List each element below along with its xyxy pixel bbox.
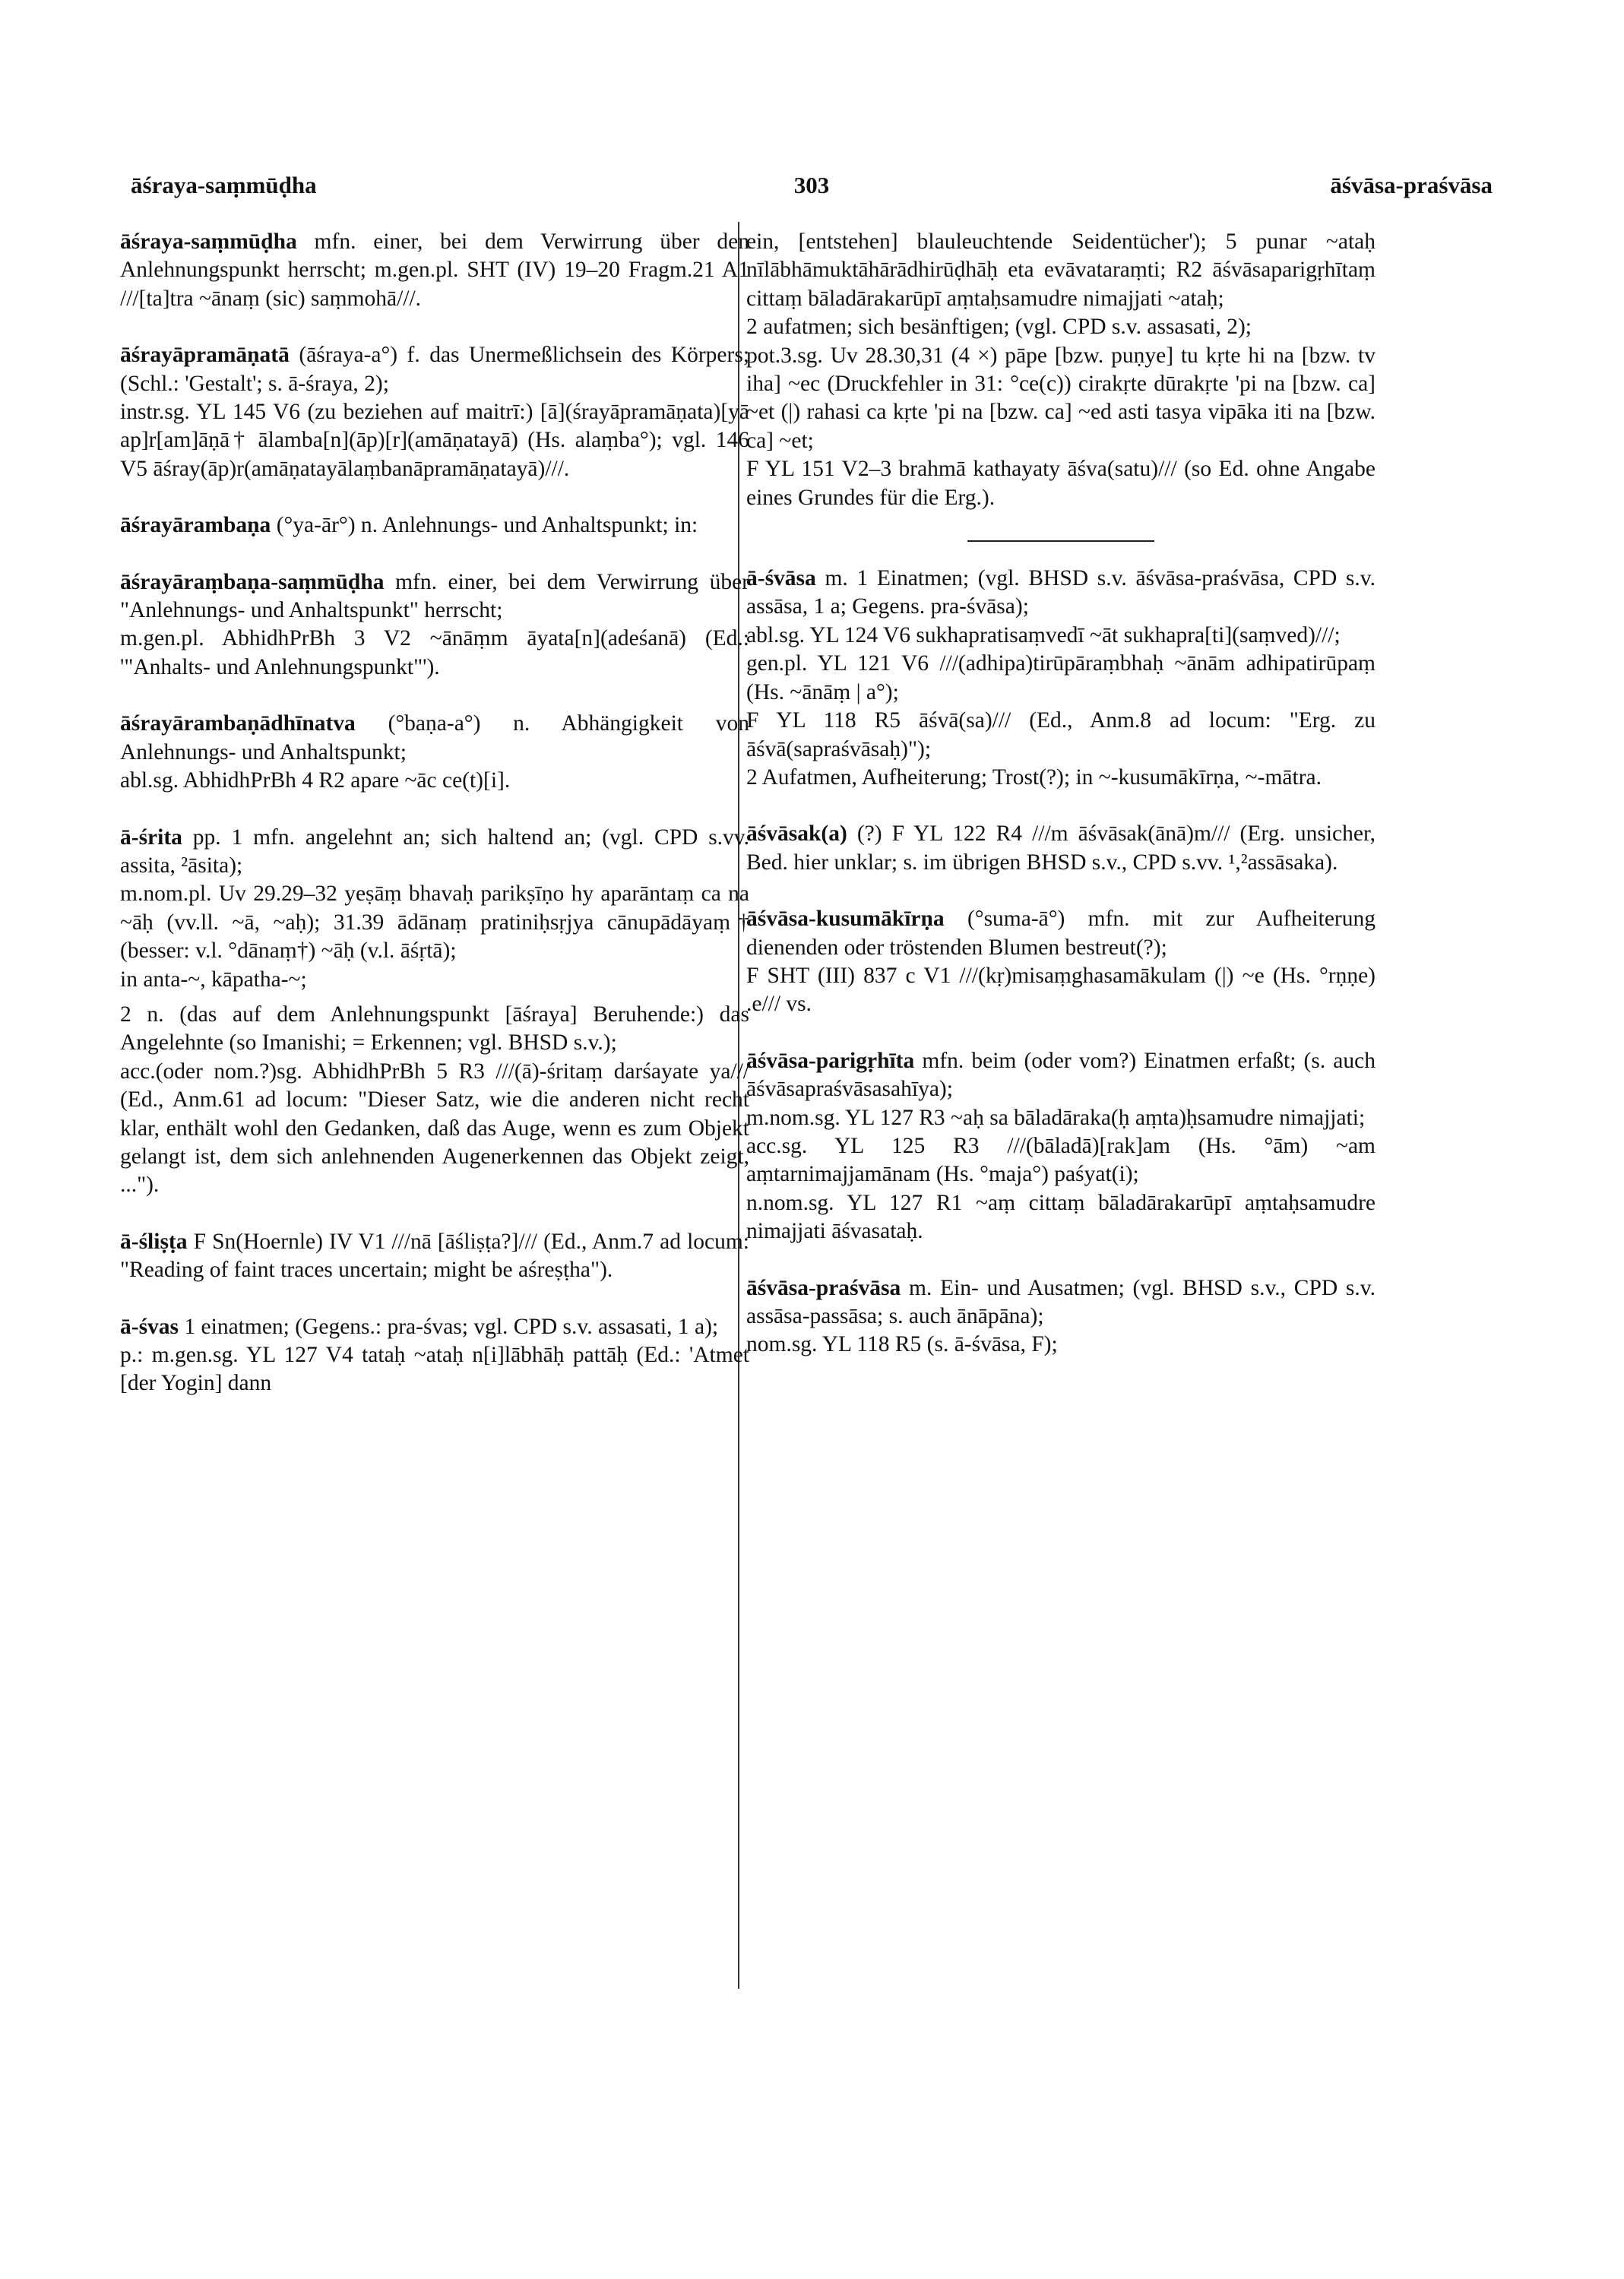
entry <box>120 824 749 1200</box>
entry-headword: āśrayārambaṇādhīnatva <box>120 711 356 736</box>
entry <box>120 1228 749 1285</box>
entry <box>120 568 749 682</box>
entry-text: mfn. einer, bei dem Verwirrung über den Anlehnungspunkt herrscht; m.gen.pl. SHT (IV) 19–20 Fragm.21 A1 ///[ta]tra ~ānaṃ (sic) saṃmohā///. <box>120 229 750 311</box>
entry-citation: m.nom.pl. Uv 29.29–32 yeṣāṃ bhavaḥ parikṣīṇo hy aparāntaṃ ca na ~āḥ (vv.ll. ~ā, ~aḥ); 31.39 ādānaṃ pratiniḥsṛjya cānupādāyaṃ† (besser: v.l. °dānaṃ†) ~āḥ (v.l. āśṛtā); <box>120 882 749 964</box>
entry-citation: m.nom.sg. YL 127 R3 ~aḥ sa bāladāraka(ḥ aṃta)ḥsamudre nimajjati; <box>746 1105 1366 1130</box>
entry-text: F Sn(Hoernle) IV V1 ///nā [āśliṣṭa?]/// (Ed., Anm.7 ad locum: "Reading of faint traces uncertain; might be aśreṣṭha"). <box>120 1229 750 1283</box>
entry-citation: acc.(oder nom.?)sg. AbhidhPrBh 5 R3 ///(ā)-śritaṃ darśayate ya/// (Ed., Anm.61 ad locum: "Dieser Satz, wie die anderen nicht recht klar, enthält wohl den Gedanken, daß das Auge, wenn es zum Objekt gelangt ist, dem sich anlehnenden Augenerkennen das Objekt zeigt, ..."). <box>120 1059 749 1198</box>
entry-sense: 2 n. (das auf dem Anlehnungspunkt [āśraya] Beruhende:) das Angelehnte (so Imanishi; = Erkennen; vgl. BHSD s.v.); <box>120 1002 749 1056</box>
entry-line <box>746 820 1375 877</box>
entry-citation: n.nom.sg. YL 127 R1 ~aṃ cittaṃ bāladārakarūpī aṃtaḥsamudre nimajjati āśvasataḥ. <box>746 1190 1375 1244</box>
entry-headword: āśrayāraṃbaṇa-saṃmūḍha <box>120 569 385 594</box>
entry-citation: pot.3.sg. Uv 28.30,31 (4 ×) pāpe [bzw. puṇye] tu kṛte hi na [bzw. tv iha] ~ec (Druckfehler in 31: °ce(c)) cirakṛte dūrakṛte 'pi na [bzw. ca] ~et (|) rahasi ca kṛte 'pi na [bzw. ca] ~ed asti tasya vipāka iti na [bzw. ca] ~et; <box>746 343 1375 453</box>
entry-citation: F YL 118 R5 āśvā(sa)/// (Ed., Anm.8 ad locum: "Erg. zu āśvā(sapraśvāsaḥ)"); <box>746 708 1375 761</box>
entry-text: (?) F YL 122 R4 ///m āśvāsak(ānā)m/// (Erg. unsicher, Bed. hier unklar; s. im übrigen BHSD s.v., CPD s.vv. ¹,²assāsaka). <box>746 821 1376 875</box>
entry-headword: ā-śvāsa <box>746 566 816 591</box>
entry-line <box>746 905 1375 962</box>
entry-citation: acc.sg. YL 125 R3 ///(bāladā)[rak]am (Hs. °ām) ~am aṃtarnimajjamānam (Hs. °maja°) paśyat(i); <box>746 1133 1375 1187</box>
entry-headword: ā-śvas <box>120 1314 179 1339</box>
entry-citation: p.: m.gen.sg. YL 127 V4 tataḥ ~ataḥ n[i]lābhāḥ pattāḥ (Ed.: 'Atmet [der Yogin] dann <box>120 1343 749 1396</box>
entry-citation: abl.sg. AbhidhPrBh 4 R2 apare ~āc ce(t)[i]. <box>120 768 511 793</box>
entry-text: mfn. einer, bei dem Verwirrung über "Anlehnungs- und Anhaltspunkt" herrscht; <box>120 569 750 623</box>
entry-line <box>120 568 749 625</box>
entry-headword: āśrayāpramāṇatā <box>120 343 290 368</box>
entry-text: (°baṇa-a°) n. Abhängigkeit von Anlehnungs- und Anhaltspunkt; <box>120 711 749 764</box>
entry-headword: āśvāsa-parigṛhīta <box>746 1048 915 1073</box>
entry-citation: nom.sg. YL 118 R5 (s. ā-śvāsa, F); <box>746 1332 1058 1357</box>
entry-citation: ein, [entstehen] blauleuchtende Seidentücher'); 5 punar ~ataḥ nīlābhāmuktāhārādhirūḍhāḥ eta evāvataraṃti; R2 āśvāsaparigṛhītaṃ cittaṃ bāladārakarūpī aṃtaḥsamudre nimajjati ~ataḥ; <box>746 229 1375 311</box>
entry-line <box>746 1047 1375 1104</box>
entry-line <box>120 1313 749 1341</box>
entry-headword: ā-śrita <box>120 825 182 850</box>
entry-citation: F SHT (III) 837 c V1 ///(kṛ)misaṃghasamākulam (|) ~e (Hs. °rṇṇe) .e/// vs. <box>746 963 1375 1017</box>
entry-citation: in anta-~, kāpatha-~; <box>120 967 307 992</box>
entry-citation: m.gen.pl. AbhidhPrBh 3 V2 ~ānāṃm āyata[n](adeśanā) (Ed.: '"Anhalts- und Anlehnungspunkt"'). <box>120 626 749 679</box>
entry-line <box>120 511 749 540</box>
entry-text: m. 1 Einatmen; (vgl. BHSD s.v. āśvāsa-praśvāsa, CPD s.v. assāsa, 1 a; Gegens. pra-śvāsa); <box>746 566 1375 619</box>
entry-citation: instr.sg. YL 145 V6 (zu beziehen auf maitrī:) [ā](śrayāpramāṇata)[yā ap]r[am]āṇā† ālamba[n](āp)[r](amāṇatayā) (Hs. alaṃba°); vgl. 146 V5 āśray(āp)r(amāṇatayālaṃbanāpramāṇatayā)///. <box>120 400 749 481</box>
page-number: 303 <box>793 172 830 198</box>
entry <box>746 1274 1375 1359</box>
entry-headword: āśvāsak(a) <box>746 821 847 847</box>
entry-text: 1 einatmen; (Gegens.: pra-śvas; vgl. CPD s.v. assasati, 1 a); <box>184 1314 719 1339</box>
entry <box>746 565 1375 792</box>
entry <box>746 905 1375 1019</box>
entry-headword: āśrayārambaṇa <box>120 513 271 538</box>
entry <box>120 341 749 483</box>
entry-text: m. Ein- und Ausatmen; (vgl. BHSD s.v., CPD s.v. assāsa-passāsa; s. auch ānāpāna); <box>746 1275 1375 1328</box>
right-column <box>746 228 1375 1388</box>
entry-headword: āśvāsa-kusumākīrṇa <box>746 907 945 932</box>
entry <box>120 710 749 795</box>
entry-line <box>120 1228 749 1285</box>
running-head-left: āśraya-saṃmūḍha <box>131 172 317 198</box>
entry-sense: 2 Aufatmen, Aufheiterung; Trost(?); in ~-kusumākīrṇa, ~-mātra. <box>746 764 1322 790</box>
entry-line <box>746 565 1375 622</box>
entry-citation: gen.pl. YL 121 V6 ///(adhipa)tirūpāraṃbhaḥ ~ānām adhipatirūpaṃ (Hs. ~ānāṃ | a°); <box>746 651 1375 704</box>
entry-text: (āśraya-a°) f. das Unermeßlichsein des Körpers; (Schl.: 'Gestalt'; s. ā-śraya, 2); <box>120 343 750 396</box>
entry <box>120 228 749 313</box>
entry-line <box>120 228 749 313</box>
entry-separator <box>967 540 1154 542</box>
entry-text: (°ya-ār°) n. Anlehnungs- und Anhaltspunkt; in: <box>276 513 698 538</box>
entry-citation: F YL 151 V2–3 brahmā kathayaty āśva(satu)/// (so Ed. ohne Angabe eines Grundes für die Erg.). <box>746 457 1375 510</box>
entry <box>746 820 1375 877</box>
entry-headword: ā-śliṣṭa <box>120 1229 188 1254</box>
entry-line <box>120 710 749 767</box>
entry-headword: āśvāsa-praśvāsa <box>746 1275 901 1300</box>
entry-line <box>120 341 749 398</box>
entry-line <box>746 1274 1375 1331</box>
entry-headword: āśraya-saṃmūḍha <box>120 229 297 254</box>
entry <box>746 1047 1375 1246</box>
entry-text: pp. 1 mfn. angelehnt an; sich haltend an; (vgl. CPD s.vv. assita, ²āsita); <box>120 825 750 878</box>
entry <box>120 511 749 540</box>
left-column <box>120 228 749 1426</box>
running-head-right: āśvāsa-praśvāsa <box>1330 172 1493 198</box>
entry-text: (°suma-ā°) mfn. mit zur Aufheiterung dienenden oder tröstenden Blumen bestreut(?); <box>746 907 1376 960</box>
entry-text: mfn. beim (oder vom?) Einatmen erfaßt; (s. auch āśvāsapraśvāsasahīya); <box>746 1048 1375 1102</box>
entry-sense: 2 aufatmen; sich besänftigen; (vgl. CPD s.v. assasati, 2); <box>746 315 1252 340</box>
entry-continuation <box>746 228 1375 512</box>
running-head <box>131 172 1493 205</box>
entry-line <box>120 824 749 881</box>
entry <box>120 1313 749 1398</box>
entry-citation: abl.sg. YL 124 V6 sukhapratisaṃvedī ~āt sukhapra[ti](saṃved)///; <box>746 622 1341 647</box>
